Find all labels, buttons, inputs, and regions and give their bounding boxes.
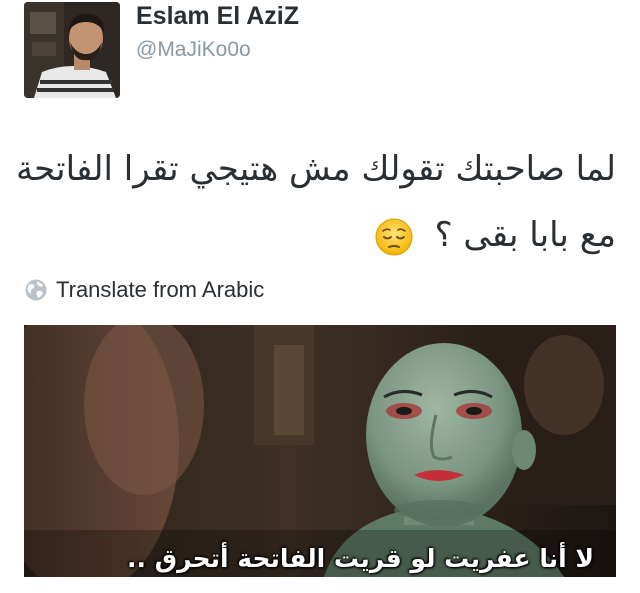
user-handle[interactable]: @MaJiKo0o	[136, 38, 251, 61]
tweet-text	[15, 136, 616, 268]
globe-icon	[24, 278, 48, 302]
display-name[interactable]: Eslam El AziZ	[136, 2, 300, 30]
pensive-face-icon	[374, 217, 414, 257]
translate-label: Translate from Arabic	[56, 277, 265, 302]
movie-still-illustration	[24, 325, 616, 577]
tweet-text-line-2	[20, 202, 616, 268]
translate-link[interactable]	[24, 277, 264, 303]
media-caption: لا أنا عفريت لو قريت الفاتحة أتحرق ..	[127, 544, 594, 573]
tweet-media-image[interactable]	[24, 325, 616, 577]
avatar-photo	[24, 2, 120, 98]
tweet-text-line-2-text: مع بابا بقى ؟	[434, 215, 616, 255]
avatar[interactable]	[24, 2, 120, 98]
tweet-text-line-1: لما صاحبتك تقولك مش هتيجي تقرا الفاتحة	[15, 149, 616, 189]
